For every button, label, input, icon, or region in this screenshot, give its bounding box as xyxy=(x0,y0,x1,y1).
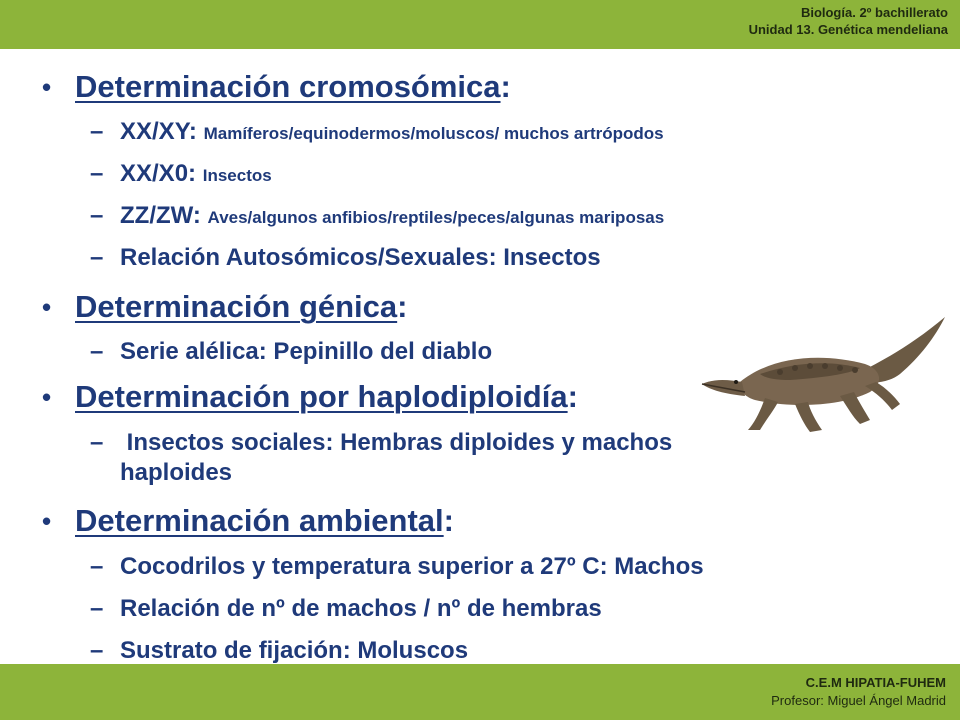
dash: – xyxy=(90,118,104,145)
bullet-dot: • xyxy=(42,292,52,322)
item-detail: Mamíferos/equinodermos/moluscos/ muchos artrópodos xyxy=(203,124,664,143)
sub-item-zz-zw xyxy=(90,201,664,233)
dash: – xyxy=(90,429,104,456)
sub-item-cocodrilos xyxy=(90,552,704,582)
colon: : xyxy=(443,503,454,538)
heading-genica: Determinación génica xyxy=(75,289,398,324)
dash: – xyxy=(90,637,104,664)
item-label: Serie alélica: Pepinillo del diablo xyxy=(120,338,493,365)
item-label: XX/X0 xyxy=(120,160,189,187)
bullet-dot: • xyxy=(42,72,52,102)
dash: – xyxy=(90,244,104,271)
item-label: Relación Autosómicos/Sexuales: Insectos xyxy=(120,244,601,271)
sub-item-serie-alelica xyxy=(90,337,492,367)
item-line2: haploides xyxy=(120,459,233,486)
dash: – xyxy=(90,160,104,187)
dash: – xyxy=(90,202,104,229)
colon: : xyxy=(188,160,197,187)
unit-title: Unidad 13. Genética mendeliana xyxy=(748,22,948,37)
sub-item-xx-x0 xyxy=(90,159,272,191)
item-label: Relación de nº de machos / nº de hembras xyxy=(120,595,602,622)
bullet-ambiental xyxy=(42,502,454,540)
colon: : xyxy=(397,289,408,324)
bullet-haplodiploidia xyxy=(42,378,578,416)
bullet-cromosomica xyxy=(42,68,511,106)
sub-item-sustrato xyxy=(90,636,468,666)
crocodile-image xyxy=(700,312,960,442)
sub-item-relacion xyxy=(90,243,601,273)
footer-text xyxy=(771,674,946,710)
footer-band xyxy=(0,664,960,720)
colon: : xyxy=(500,69,511,104)
heading-cromosomica: Determinación cromosómica xyxy=(75,69,501,104)
colon: : xyxy=(192,202,201,229)
bullet-dot: • xyxy=(42,382,52,412)
item-label: Cocodrilos y temperatura superior a 27º C: Machos xyxy=(120,553,704,580)
sub-item-relacion-machos xyxy=(90,594,602,624)
dash: – xyxy=(90,595,104,622)
item-line1: Insectos sociales: Hembras diploides y machos xyxy=(120,429,673,456)
item-detail: Insectos xyxy=(202,166,272,185)
colon: : xyxy=(188,118,197,145)
dash: – xyxy=(90,338,104,365)
colon: : xyxy=(567,379,578,414)
course-title: Biología. 2º bachillerato xyxy=(800,5,948,20)
bullet-dot: • xyxy=(42,506,52,536)
sub-item-xx-xy xyxy=(90,117,664,149)
bullet-genica xyxy=(42,288,407,326)
dash: – xyxy=(90,553,104,580)
item-label: Sustrato de fijación: Moluscos xyxy=(120,637,469,664)
heading-ambiental: Determinación ambiental xyxy=(75,503,444,538)
item-label: XX/XY xyxy=(120,118,189,145)
item-label: ZZ/ZW xyxy=(120,202,193,229)
school-name: C.E.M HIPATIA-FUHEM xyxy=(805,675,946,690)
teacher-name: Profesor: Miguel Ángel Madrid xyxy=(771,693,946,708)
heading-haplodiploidia: Determinación por haplodiploidía xyxy=(75,379,568,414)
item-detail: Aves/algunos anfibios/reptiles/peces/algunas mariposas xyxy=(207,208,665,227)
